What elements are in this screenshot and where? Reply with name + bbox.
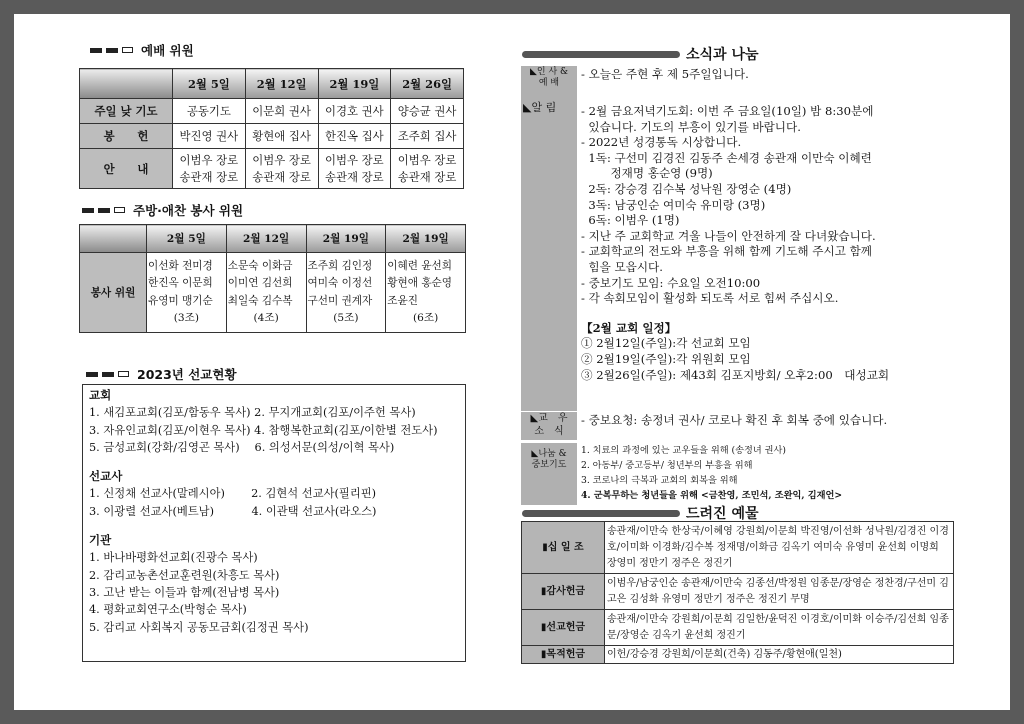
date-header: 2월 19일 — [306, 225, 386, 253]
square-bullet-icon — [98, 208, 110, 213]
table-cell: 이경호 권사 — [318, 99, 391, 124]
org-heading: 기관 — [89, 533, 112, 548]
offering-label: ▮십 일 조 — [522, 522, 605, 574]
kitchen-heading — [82, 201, 243, 219]
worship-heading — [90, 41, 194, 59]
table-cell: 조주희 집사 — [391, 124, 464, 149]
news-label: ◣알 림 — [521, 102, 577, 120]
square-outline-icon — [114, 207, 125, 213]
title-bar — [522, 510, 680, 517]
date-header: 2월 26일 — [391, 69, 464, 99]
news-line: - 오늘은 주현 후 제 5주일입니다. — [581, 67, 749, 81]
team-cell: 이혜련 윤선희 황현애 홍순영 조윤진 (6조) — [386, 253, 466, 333]
list-item: 5. 금성교회(강화/김영곤 목사) 6. 의성서문(의성/이혁 목사) — [89, 440, 395, 454]
team-cell: 이선화 전미경 한진옥 이문희 유영미 맹기순 (3조) — [147, 253, 227, 333]
offerings-title: 드려진 예물 — [686, 506, 759, 522]
table-cell: 공동기도 — [173, 99, 246, 124]
mission-title: 2023년 선교현황 — [137, 367, 237, 382]
date-header: 2월 5일 — [173, 69, 246, 99]
date-header: 2월 12일 — [226, 225, 306, 253]
list-item: 4. 평화교회연구소(박형순 목사) — [89, 603, 247, 617]
announcements: - 2월 금요저녁기도회: 이번 주 금요일(10일) 밤 8:30분에 있습니다. 기도의 부흥이 있기를 바랍니다. - 2022년 성경통독 시상합니다. 1독: 구선미 김경진 김동주 손세경 송관재 이만숙 이혜련 정재명 홍순영 (9명) 2독: 강승경 김수복 성낙원 장영순 (4명) 3독: 남궁인순 여미숙 유미랑 (3명) 6독: 이범우 (1명) - 지난 주 교회학교 겨울 나들이 안전하게 잘 다녀왔습니다. - 교회학교의 전도와 부흥을 위해 함께 기도해 주시고 함께 힘을 모읍시다. - 중보기도 모임: 수요일 오전10:00 - 각 속회모임이 활성화 되도록 서로 힘써 주십시오. 【2월 교회 일정】 ① 2월12일(주일):각 선교회 모임 ② 2월19일(주일):각 위원회 모임 ③ 2월26일(주일): 제43회 김포지방회/ 오후2:00 대성교회 — [581, 104, 890, 382]
news-section — [521, 66, 961, 506]
list-item: 3. 자유인교회(김포/이현우 목사) 4. 참행복한교회(김포/이한별 전도사) — [89, 423, 438, 437]
title-bar — [522, 51, 680, 58]
row-label: 주일 낮 기도 — [80, 99, 173, 124]
list-item: 1. 신정채 선교사(말레시아) 2. 김현석 선교사(필리핀) — [89, 487, 377, 501]
offering-label: ▮선교헌금 — [522, 610, 605, 646]
offerings-heading — [522, 503, 759, 523]
table-cell: 한진옥 집사 — [318, 124, 391, 149]
row-label: 봉사 위원 — [80, 253, 147, 333]
missionary-heading: 선교사 — [89, 469, 123, 484]
row-label: 봉 헌 — [80, 124, 173, 149]
kitchen-title: 주방·애찬 봉사 위원 — [133, 203, 244, 218]
table-cell: 황현애 집사 — [245, 124, 318, 149]
table-cell: 양승균 권사 — [391, 99, 464, 124]
list-item: 5. 감리교 사회복지 공동모금회(김정권 목사) — [89, 620, 309, 634]
diag-cell — [80, 225, 147, 253]
date-header: 2월 19일 — [386, 225, 466, 253]
team-cell: 소문숙 이화금 이미연 김선희 최일숙 김수복 (4조) — [226, 253, 306, 333]
mission-box — [82, 384, 466, 662]
offerings-table — [521, 521, 954, 664]
table-cell: 이범우 장로 송관재 장로 — [391, 149, 464, 189]
offering-names: 송관재/이만숙 한상국/이혜영 강원희/이문희 박진영/이선화 성낙원/김경진 이경호/이미화 이경화/김수복 정재명/이화금 김옥기 여미숙 유영미 윤선희 이명희 장영미 정만기 정주은 정진기 — [605, 522, 954, 574]
worship-table — [79, 68, 464, 189]
news-label: ◣교 우 소 식 — [521, 412, 577, 440]
square-bullet-icon — [82, 208, 94, 213]
church-heading: 교회 — [89, 388, 112, 402]
table-cell: 이범우 장로 송관재 장로 — [173, 149, 246, 189]
square-bullet-icon — [106, 48, 118, 53]
offering-names: 이헌/강승경 강원희/이문희(건축) 김동주/황현애(일천) — [605, 646, 954, 664]
kitchen-table — [79, 224, 466, 333]
news-label: ◣나눔 & 중보기도 — [521, 443, 577, 505]
offering-label: ▮목적헌금 — [522, 646, 605, 664]
prayer-list: 1. 치료의 과정에 있는 교우들을 위해 (송정녀 권사) 2. 아동부/ 중고등부/ 청년부의 부흥을 위해 3. 코로나의 극복과 교회의 회복을 위해 4. 군복무하는 청년들을 위해 <금찬영, 조민석, 조완익, 김재언> — [581, 445, 843, 501]
mission-heading — [86, 365, 237, 383]
date-header: 2월 19일 — [318, 69, 391, 99]
list-item: 1. 바나바평화선교회(진광수 목사) — [89, 551, 258, 565]
table-cell: 박진영 권사 — [173, 124, 246, 149]
offering-label: ▮감사헌금 — [522, 574, 605, 610]
list-item: 2. 감리교농촌선교훈련원(차흥도 목사) — [89, 568, 280, 582]
news-title: 소식과 나눔 — [686, 47, 759, 63]
news-line: - 중보요청: 송정녀 권사/ 코로나 확진 후 회복 중에 있습니다. — [581, 413, 888, 427]
news-label: ◣인 사 & 예 배 — [521, 66, 577, 90]
square-bullet-icon — [86, 372, 98, 377]
table-cell: 이범우 장로 송관재 장로 — [318, 149, 391, 189]
table-cell: 이문희 권사 — [245, 99, 318, 124]
row-label: 안 내 — [80, 149, 173, 189]
date-header: 2월 5일 — [147, 225, 227, 253]
date-header: 2월 12일 — [245, 69, 318, 99]
square-outline-icon — [118, 371, 129, 377]
list-item: 3. 고난 받는 이들과 함께(전남병 목사) — [89, 585, 280, 599]
square-outline-icon — [122, 47, 133, 53]
offering-names: 이범우/남궁인순 송관재/이만숙 김종선/박정원 임종문/장영순 정찬경/구선미 김고은 김성화 유영미 정만기 정주은 정진기 무명 — [605, 574, 954, 610]
list-item: 1. 새김포교회(김포/함동우 목사) 2. 무지개교회(김포/이주헌 목사) — [89, 406, 416, 420]
worship-title: 예배 위원 — [141, 43, 194, 58]
diag-cell — [80, 69, 173, 99]
offering-names: 송관재/이만숙 강원희/이문희 김일한/윤덕진 이경호/이미화 이승주/김선희 임종문/장영순 김옥기 윤선희 정진기 — [605, 610, 954, 646]
square-bullet-icon — [90, 48, 102, 53]
news-heading — [522, 44, 759, 64]
table-cell: 이범우 장로 송관재 장로 — [245, 149, 318, 189]
square-bullet-icon — [102, 372, 114, 377]
team-cell: 조주희 김인정 여미숙 이정선 구선미 권계자 (5조) — [306, 253, 386, 333]
list-item: 3. 이광렬 선교사(베트남) 4. 이관택 선교사(라오스) — [89, 504, 377, 518]
